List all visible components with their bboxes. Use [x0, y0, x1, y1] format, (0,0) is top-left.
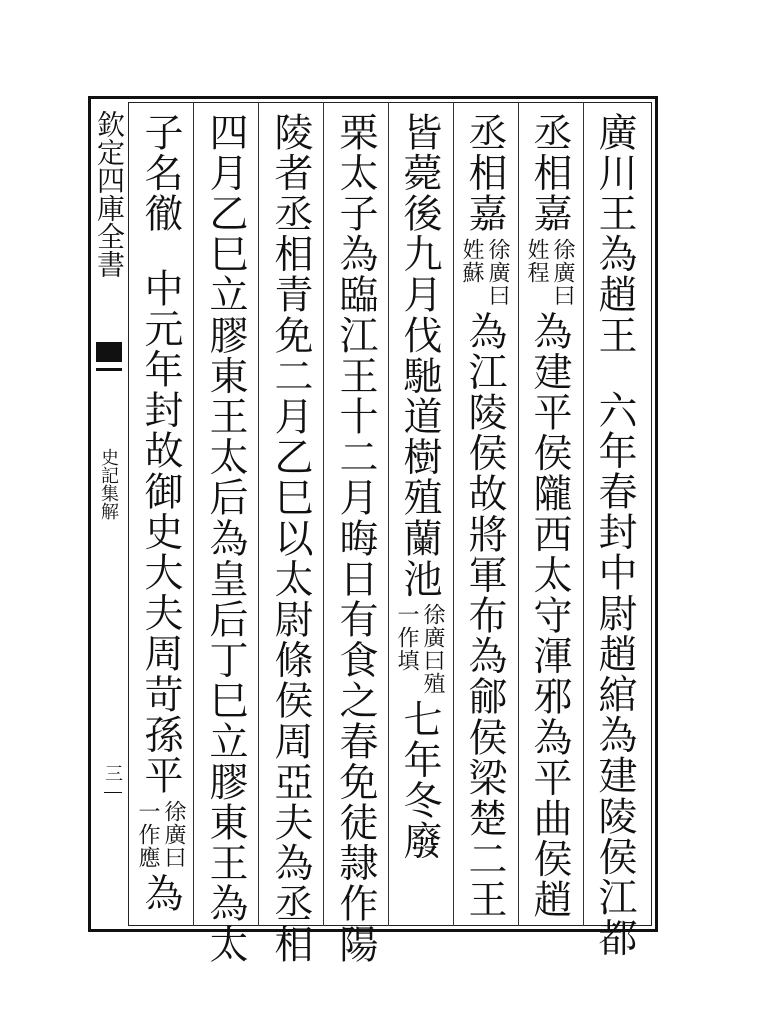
- main-text: 中元年封故御史大夫周苛孫平: [138, 267, 183, 796]
- book-title: 欽定四庫全書: [93, 110, 126, 278]
- commentary-line: 徐廣曰: [485, 237, 510, 307]
- commentary-line: 一作填: [394, 603, 419, 673]
- column-rule: [388, 102, 389, 926]
- main-text: 四月乙巳立膠東王太后為皇后丁巳立膠東王為太: [203, 112, 248, 965]
- main-text: 子名徹: [138, 112, 183, 234]
- main-text: 栗太子為臨江王十二月晦日有食之春免徒隷作陽: [333, 112, 378, 965]
- commentary-line: 姓程: [524, 237, 549, 284]
- column-rule: [323, 102, 324, 926]
- column-rule: [518, 102, 519, 926]
- commentary-line: 徐廣曰殖: [420, 603, 445, 696]
- main-text: 七年冬廢: [397, 699, 442, 862]
- commentary-line: 姓蘇: [459, 237, 484, 284]
- main-text: 為建平侯隴西太守渾邪為平曲侯趙: [527, 310, 572, 920]
- commentary-line: 徐廣曰: [550, 237, 575, 307]
- main-text: 為江陵侯故將軍布為鄃侯梁楚二王: [462, 310, 507, 920]
- fish-tail-mark: [96, 342, 122, 362]
- page-number: 三: [102, 764, 123, 782]
- commentary-line: 徐廣曰: [161, 799, 186, 869]
- main-text: 廣川王為趙王: [592, 112, 637, 356]
- main-text: 為: [138, 872, 183, 914]
- main-text: 六年春封中尉趙綰為建陵侯江都: [592, 389, 637, 958]
- column-rule: [193, 102, 194, 926]
- commentary-line: 一作應: [135, 799, 160, 869]
- column-rule: [583, 102, 584, 926]
- main-text: 皆薨後九月伐馳道樹殖蘭池: [397, 112, 442, 600]
- folio-rule: [104, 792, 122, 793]
- main-text: 丞相嘉: [462, 112, 507, 234]
- main-text: 陵者丞相青免二月乙巳以太尉條侯周亞夫為丞相: [268, 112, 313, 965]
- fish-tail-rule: [96, 368, 122, 371]
- main-text: 丞相嘉: [527, 112, 572, 234]
- column-rule: [258, 102, 259, 926]
- section-title: 史記集解: [98, 448, 119, 520]
- column-rule: [453, 102, 454, 926]
